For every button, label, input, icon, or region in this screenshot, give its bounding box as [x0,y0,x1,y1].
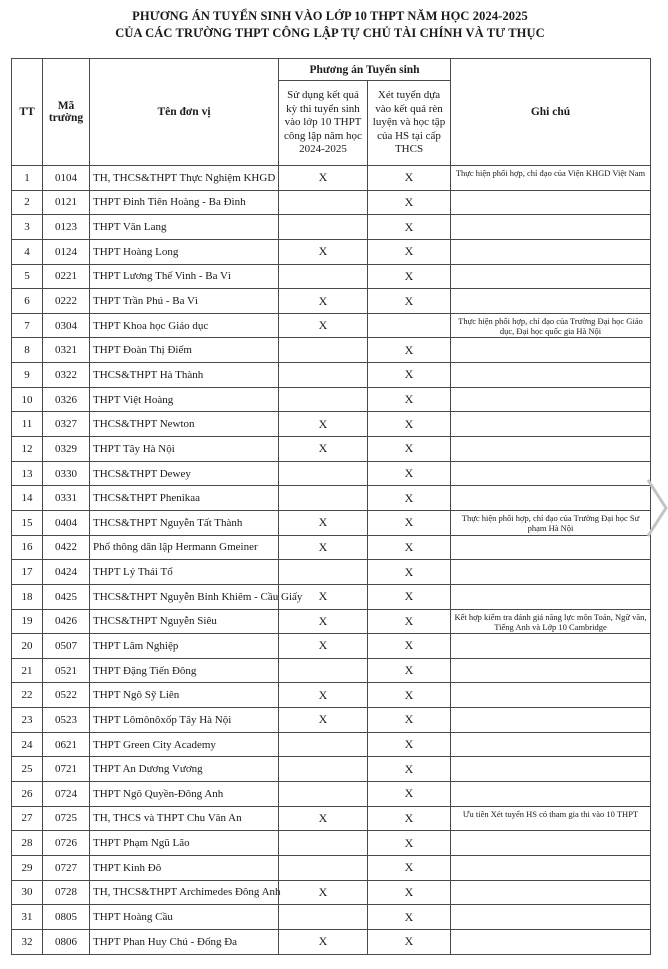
cell-option-exam: X [279,929,368,954]
cell-tt: 1 [12,166,43,191]
cell-option-review: X [368,289,451,314]
cell-option-review: X [368,658,451,683]
cell-ma-truong: 0621 [43,732,90,757]
cell-ghi-chu: Thực hiện phối hợp, chỉ đạo của Trường Đại học Giáo dục, Đại học quốc gia Hà Nội [451,313,651,338]
table-row [12,560,651,585]
table-row [12,584,651,609]
cell-ma-truong: 0326 [43,387,90,412]
table-row [12,264,651,289]
cell-ma-truong: 0522 [43,683,90,708]
cell-option-review: X [368,708,451,733]
cell-ten-don-vi: THCS&THPT Newton [90,412,279,437]
table-row [12,634,651,659]
cell-option-exam: X [279,166,368,191]
cell-option-review: X [368,806,451,831]
table-row [12,683,651,708]
cell-ma-truong: 0521 [43,658,90,683]
table-row [12,855,651,880]
cell-ma-truong: 0507 [43,634,90,659]
cell-ma-truong: 0222 [43,289,90,314]
cell-ghi-chu [451,732,651,757]
cell-ten-don-vi: THCS&THPT Nguyễn Bỉnh Khiêm - Cầu Giấy [90,584,279,609]
header-option-review: Xét tuyển dựa vào kết quả rèn luyện và học tập của HS tại cấp THCS [368,81,451,166]
cell-ghi-chu [451,708,651,733]
cell-option-exam [279,264,368,289]
cell-option-review: X [368,560,451,585]
cell-option-exam: X [279,239,368,264]
cell-option-review: X [368,190,451,215]
cell-option-exam [279,190,368,215]
table-row [12,880,651,905]
table-row [12,412,651,437]
table-row [12,363,651,388]
cell-ghi-chu [451,190,651,215]
table-row [12,387,651,412]
cell-ghi-chu: Thực hiện phối hợp, chỉ đạo của Trường Đại học Sư phạm Hà Nội [451,510,651,535]
cell-ten-don-vi: THPT Phạm Ngũ Lão [90,831,279,856]
cell-ghi-chu: Kết hợp kiểm tra đánh giá năng lực môn Toán, Ngữ văn, Tiếng Anh và Lớp 10 Cambridge [451,609,651,634]
cell-tt: 15 [12,510,43,535]
cell-option-review: X [368,166,451,191]
header-phuong-an: Phương án Tuyển sinh [279,59,451,81]
cell-option-exam: X [279,412,368,437]
cell-ghi-chu [451,535,651,560]
cell-option-review: X [368,239,451,264]
table-row [12,658,651,683]
cell-ten-don-vi: Phổ thông dân lập Hermann Gmeiner [90,535,279,560]
cell-ten-don-vi: THPT Lômônôxốp Tây Hà Nội [90,708,279,733]
cell-ten-don-vi: THPT Ngô Quyền-Đông Anh [90,782,279,807]
cell-ten-don-vi: THPT Lương Thế Vinh - Ba Vì [90,264,279,289]
cell-option-exam: X [279,634,368,659]
cell-option-review: X [368,757,451,782]
table-row [12,338,651,363]
cell-ten-don-vi: THPT Green City Academy [90,732,279,757]
cell-ten-don-vi: THCS&THPT Nguyễn Tất Thành [90,510,279,535]
cell-tt: 29 [12,855,43,880]
cell-option-review: X [368,831,451,856]
cell-option-exam: X [279,510,368,535]
cell-tt: 23 [12,708,43,733]
cell-tt: 20 [12,634,43,659]
cell-tt: 25 [12,757,43,782]
table-row [12,190,651,215]
cell-tt: 22 [12,683,43,708]
header-tt: TT [12,59,43,166]
cell-ten-don-vi: TH, THCS và THPT Chu Văn An [90,806,279,831]
cell-ghi-chu: Thực hiện phối hợp, chỉ đạo của Viện KHGD Việt Nam [451,166,651,191]
cell-option-review: X [368,363,451,388]
cell-option-exam: X [279,880,368,905]
chevron-right-icon[interactable] [646,478,668,538]
cell-ghi-chu [451,215,651,240]
cell-tt: 12 [12,437,43,462]
cell-option-review: X [368,264,451,289]
header-ghi-chu: Ghi chú [451,59,651,166]
cell-option-exam: X [279,437,368,462]
table-row [12,313,651,338]
header-ten-don-vi: Tên đơn vị [90,59,279,166]
cell-ten-don-vi: THCS&THPT Phenikaa [90,486,279,511]
cell-tt: 27 [12,806,43,831]
cell-option-review [368,313,451,338]
cell-ghi-chu [451,634,651,659]
cell-ghi-chu [451,929,651,954]
cell-option-exam [279,782,368,807]
table-body [12,166,651,955]
cell-option-exam: X [279,584,368,609]
cell-ghi-chu [451,412,651,437]
cell-tt: 21 [12,658,43,683]
header-ma-truong: Mã trường [43,59,90,166]
table-row [12,609,651,634]
cell-option-exam: X [279,683,368,708]
cell-option-review: X [368,732,451,757]
cell-ten-don-vi: THPT Đặng Tiến Đông [90,658,279,683]
cell-ten-don-vi: THPT Phan Huy Chú - Đống Đa [90,929,279,954]
cell-option-review: X [368,215,451,240]
cell-ma-truong: 0331 [43,486,90,511]
cell-ghi-chu [451,782,651,807]
table-row [12,166,651,191]
cell-ten-don-vi: THPT Hoàng Cầu [90,905,279,930]
cell-ghi-chu [451,387,651,412]
cell-ma-truong: 0329 [43,437,90,462]
cell-option-exam: X [279,609,368,634]
cell-option-exam [279,486,368,511]
cell-tt: 32 [12,929,43,954]
cell-ghi-chu [451,289,651,314]
cell-ghi-chu [451,683,651,708]
cell-ma-truong: 0725 [43,806,90,831]
cell-ma-truong: 0523 [43,708,90,733]
table-row [12,782,651,807]
table-row [12,905,651,930]
cell-ma-truong: 0422 [43,535,90,560]
cell-ma-truong: 0121 [43,190,90,215]
cell-ghi-chu: Ưu tiên Xét tuyển HS có tham gia thi vào 10 THPT [451,806,651,831]
cell-ten-don-vi: THPT Hoàng Long [90,239,279,264]
cell-tt: 4 [12,239,43,264]
table-row [12,708,651,733]
cell-ten-don-vi: THPT Việt Hoàng [90,387,279,412]
cell-ghi-chu [451,363,651,388]
cell-ma-truong: 0727 [43,855,90,880]
cell-ma-truong: 0805 [43,905,90,930]
cell-tt: 13 [12,461,43,486]
cell-tt: 26 [12,782,43,807]
cell-option-exam [279,560,368,585]
table-row [12,929,651,954]
cell-ghi-chu [451,239,651,264]
cell-ghi-chu [451,584,651,609]
cell-ghi-chu [451,486,651,511]
cell-tt: 2 [12,190,43,215]
cell-tt: 11 [12,412,43,437]
cell-ten-don-vi: THPT Đinh Tiên Hoàng - Ba Đình [90,190,279,215]
header-option-exam: Sử dụng kết quả kỳ thi tuyển sinh vào lớp 10 THPT công lập năm học 2024-2025 [279,81,368,166]
cell-ma-truong: 0322 [43,363,90,388]
cell-ghi-chu [451,880,651,905]
cell-option-review: X [368,855,451,880]
cell-tt: 28 [12,831,43,856]
cell-tt: 7 [12,313,43,338]
cell-option-review: X [368,535,451,560]
table-row [12,535,651,560]
cell-ghi-chu [451,757,651,782]
cell-option-exam [279,757,368,782]
cell-tt: 5 [12,264,43,289]
table-row [12,289,651,314]
cell-ten-don-vi: THPT Trần Phú - Ba Vì [90,289,279,314]
cell-tt: 8 [12,338,43,363]
cell-ma-truong: 0321 [43,338,90,363]
table-row [12,437,651,462]
table-row [12,215,651,240]
title-line-1: PHƯƠNG ÁN TUYỂN SINH VÀO LỚP 10 THPT NĂM HỌC 2024-2025 [132,9,528,23]
table-row [12,486,651,511]
document-title [0,8,660,42]
cell-ghi-chu [451,461,651,486]
table-row [12,732,651,757]
cell-option-review: X [368,338,451,363]
cell-option-review: X [368,510,451,535]
cell-ghi-chu [451,831,651,856]
cell-option-review: X [368,437,451,462]
cell-tt: 24 [12,732,43,757]
cell-ten-don-vi: THCS&THPT Dewey [90,461,279,486]
cell-option-review: X [368,461,451,486]
cell-ten-don-vi: THPT Kinh Đô [90,855,279,880]
cell-ten-don-vi: THPT Khoa học Giáo dục [90,313,279,338]
cell-ghi-chu [451,855,651,880]
cell-tt: 10 [12,387,43,412]
cell-option-exam [279,363,368,388]
cell-ma-truong: 0726 [43,831,90,856]
cell-option-exam [279,338,368,363]
cell-ten-don-vi: THPT An Dương Vương [90,757,279,782]
cell-option-review: X [368,905,451,930]
cell-ten-don-vi: THPT Văn Lang [90,215,279,240]
cell-ma-truong: 0724 [43,782,90,807]
cell-ma-truong: 0721 [43,757,90,782]
admissions-table [11,58,651,955]
cell-ghi-chu [451,338,651,363]
cell-option-exam [279,855,368,880]
cell-option-exam: X [279,535,368,560]
cell-option-exam [279,732,368,757]
cell-option-review: X [368,584,451,609]
cell-ten-don-vi: THPT Ngô Sỹ Liên [90,683,279,708]
title-line-2: CỦA CÁC TRƯỜNG THPT CÔNG LẬP TỰ CHỦ TÀI CHÍNH VÀ TƯ THỤC [115,26,545,40]
cell-tt: 9 [12,363,43,388]
cell-ma-truong: 0327 [43,412,90,437]
table-row [12,510,651,535]
cell-option-review: X [368,880,451,905]
cell-ma-truong: 0424 [43,560,90,585]
cell-tt: 18 [12,584,43,609]
table-row [12,461,651,486]
cell-ma-truong: 0806 [43,929,90,954]
cell-option-exam [279,215,368,240]
cell-ten-don-vi: THPT Lý Thái Tổ [90,560,279,585]
cell-tt: 16 [12,535,43,560]
cell-option-exam [279,461,368,486]
cell-option-exam: X [279,289,368,314]
cell-option-review: X [368,929,451,954]
cell-option-exam: X [279,708,368,733]
cell-option-review: X [368,609,451,634]
cell-option-review: X [368,412,451,437]
cell-option-exam [279,658,368,683]
table-row [12,806,651,831]
cell-ten-don-vi: THPT Lâm Nghiệp [90,634,279,659]
cell-tt: 17 [12,560,43,585]
cell-ma-truong: 0404 [43,510,90,535]
cell-ma-truong: 0221 [43,264,90,289]
cell-ten-don-vi: THPT Tây Hà Nội [90,437,279,462]
cell-ten-don-vi: TH, THCS&THPT Archimedes Đông Anh [90,880,279,905]
cell-ma-truong: 0426 [43,609,90,634]
cell-option-review: X [368,486,451,511]
cell-ten-don-vi: TH, THCS&THPT Thực Nghiệm KHGD [90,166,279,191]
cell-ma-truong: 0104 [43,166,90,191]
cell-ten-don-vi: THCS&THPT Hà Thành [90,363,279,388]
cell-option-review: X [368,634,451,659]
cell-option-exam [279,831,368,856]
cell-ma-truong: 0124 [43,239,90,264]
cell-ma-truong: 0425 [43,584,90,609]
cell-tt: 19 [12,609,43,634]
cell-option-review: X [368,683,451,708]
cell-option-review: X [368,387,451,412]
cell-ten-don-vi: THPT Đoàn Thị Điểm [90,338,279,363]
cell-ma-truong: 0330 [43,461,90,486]
cell-tt: 6 [12,289,43,314]
table-row [12,831,651,856]
cell-option-exam: X [279,313,368,338]
table-row [12,239,651,264]
cell-ma-truong: 0123 [43,215,90,240]
cell-tt: 30 [12,880,43,905]
cell-ma-truong: 0304 [43,313,90,338]
cell-option-exam [279,387,368,412]
cell-tt: 31 [12,905,43,930]
cell-ghi-chu [451,905,651,930]
cell-ten-don-vi: THCS&THPT Nguyễn Siêu [90,609,279,634]
cell-option-exam [279,905,368,930]
cell-ghi-chu [451,437,651,462]
cell-ghi-chu [451,560,651,585]
cell-tt: 14 [12,486,43,511]
table-row [12,757,651,782]
cell-tt: 3 [12,215,43,240]
cell-ghi-chu [451,264,651,289]
cell-ma-truong: 0728 [43,880,90,905]
cell-ghi-chu [451,658,651,683]
cell-option-exam: X [279,806,368,831]
cell-option-review: X [368,782,451,807]
